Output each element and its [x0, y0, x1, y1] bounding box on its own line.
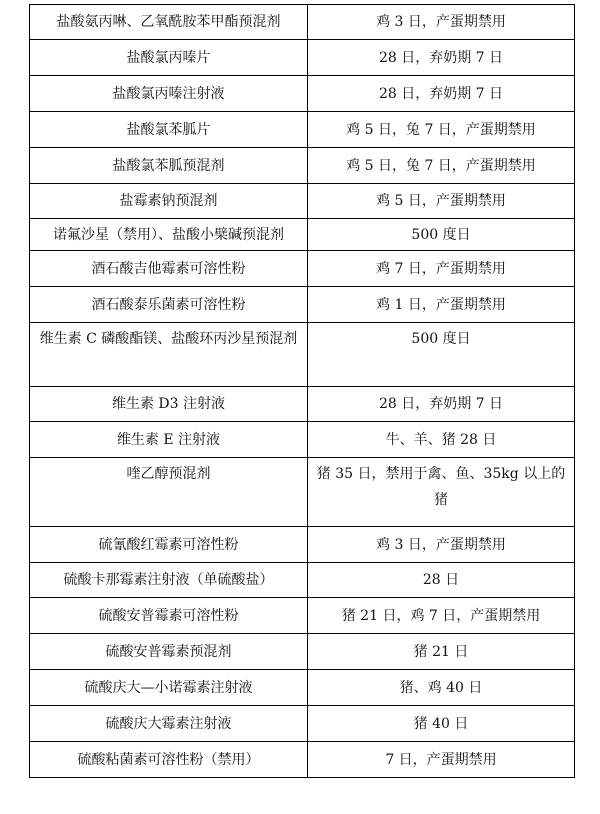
table-row [30, 598, 575, 634]
withdrawal-period-cell: 猪 21 日 [308, 634, 575, 670]
withdrawal-period-cell: 猪 40 日 [308, 706, 575, 742]
table-row [30, 184, 575, 219]
withdrawal-period-cell: 28 日，弃奶期 7 日 [308, 40, 575, 76]
withdrawal-period-cell: 28 日，弃奶期 7 日 [308, 76, 575, 112]
drug-name-cell: 硫酸卡那霉素注射液（单硫酸盐） [30, 563, 308, 598]
table-body [30, 5, 575, 778]
withdrawal-period-cell: 鸡 1 日，产蛋期禁用 [308, 287, 575, 323]
table-row [30, 287, 575, 323]
withdrawal-period-cell: 猪、鸡 40 日 [308, 670, 575, 706]
drug-name-cell: 盐霉素钠预混剂 [30, 184, 308, 219]
table-row [30, 219, 575, 251]
withdrawal-period-cell: 猪 35 日，禁用于禽、鱼、35kg 以上的猪 [308, 458, 575, 527]
drug-name-cell: 硫酸安普霉素预混剂 [30, 634, 308, 670]
table-row [30, 5, 575, 40]
withdrawal-period-cell: 牛、羊、猪 28 日 [308, 422, 575, 458]
drug-name-cell: 盐酸氯苯胍片 [30, 112, 308, 148]
drug-name-cell: 盐酸氯苯胍预混剂 [30, 148, 308, 184]
withdrawal-period-cell: 28 日，弃奶期 7 日 [308, 387, 575, 422]
table-row [30, 563, 575, 598]
drug-name-cell: 盐酸氯丙嗪片 [30, 40, 308, 76]
withdrawal-period-cell: 500 度日 [308, 219, 575, 251]
table-row [30, 634, 575, 670]
table-row [30, 148, 575, 184]
table-row [30, 323, 575, 387]
drug-name-cell: 维生素 C 磷酸酯镁、盐酸环丙沙星预混剂 [30, 323, 308, 387]
table-row [30, 670, 575, 706]
drug-name-cell: 喹乙醇预混剂 [30, 458, 308, 527]
withdrawal-period-cell: 鸡 3 日，产蛋期禁用 [308, 527, 575, 563]
drug-name-cell: 硫氰酸红霉素可溶性粉 [30, 527, 308, 563]
drug-name-cell: 酒石酸吉他霉素可溶性粉 [30, 251, 308, 287]
drug-name-cell: 硫酸庆大—小诺霉素注射液 [30, 670, 308, 706]
drug-name-cell: 硫酸庆大霉素注射液 [30, 706, 308, 742]
drug-name-cell: 硫酸粘菌素可溶性粉（禁用） [30, 742, 308, 778]
withdrawal-period-cell: 500 度日 [308, 323, 575, 387]
drug-name-cell: 诺氟沙星（禁用）、盐酸小檗碱预混剂 [30, 219, 308, 251]
drug-name-cell: 硫酸安普霉素可溶性粉 [30, 598, 308, 634]
withdrawal-period-cell: 猪 21 日，鸡 7 日，产蛋期禁用 [308, 598, 575, 634]
drug-name-cell: 酒石酸泰乐菌素可溶性粉 [30, 287, 308, 323]
drug-name-cell: 维生素 E 注射液 [30, 422, 308, 458]
withdrawal-period-cell: 7 日，产蛋期禁用 [308, 742, 575, 778]
withdrawal-period-cell: 鸡 5 日，兔 7 日，产蛋期禁用 [308, 112, 575, 148]
withdrawal-period-cell: 鸡 5 日，产蛋期禁用 [308, 184, 575, 219]
withdrawal-period-cell: 鸡 5 日，兔 7 日，产蛋期禁用 [308, 148, 575, 184]
table-row [30, 742, 575, 778]
table-row [30, 458, 575, 527]
table-row [30, 251, 575, 287]
drug-name-cell: 盐酸氨丙啉、乙氧酰胺苯甲酯预混剂 [30, 5, 308, 40]
drug-name-cell: 维生素 D3 注射液 [30, 387, 308, 422]
table-row [30, 40, 575, 76]
table-row [30, 387, 575, 422]
withdrawal-period-cell: 28 日 [308, 563, 575, 598]
table-row [30, 76, 575, 112]
drug-name-cell: 盐酸氯丙嗪注射液 [30, 76, 308, 112]
table-row [30, 112, 575, 148]
withdrawal-period-cell: 鸡 3 日，产蛋期禁用 [308, 5, 575, 40]
withdrawal-period-cell: 鸡 7 日，产蛋期禁用 [308, 251, 575, 287]
table-row [30, 527, 575, 563]
table-row [30, 422, 575, 458]
table-row [30, 706, 575, 742]
withdrawal-period-table [29, 4, 575, 778]
